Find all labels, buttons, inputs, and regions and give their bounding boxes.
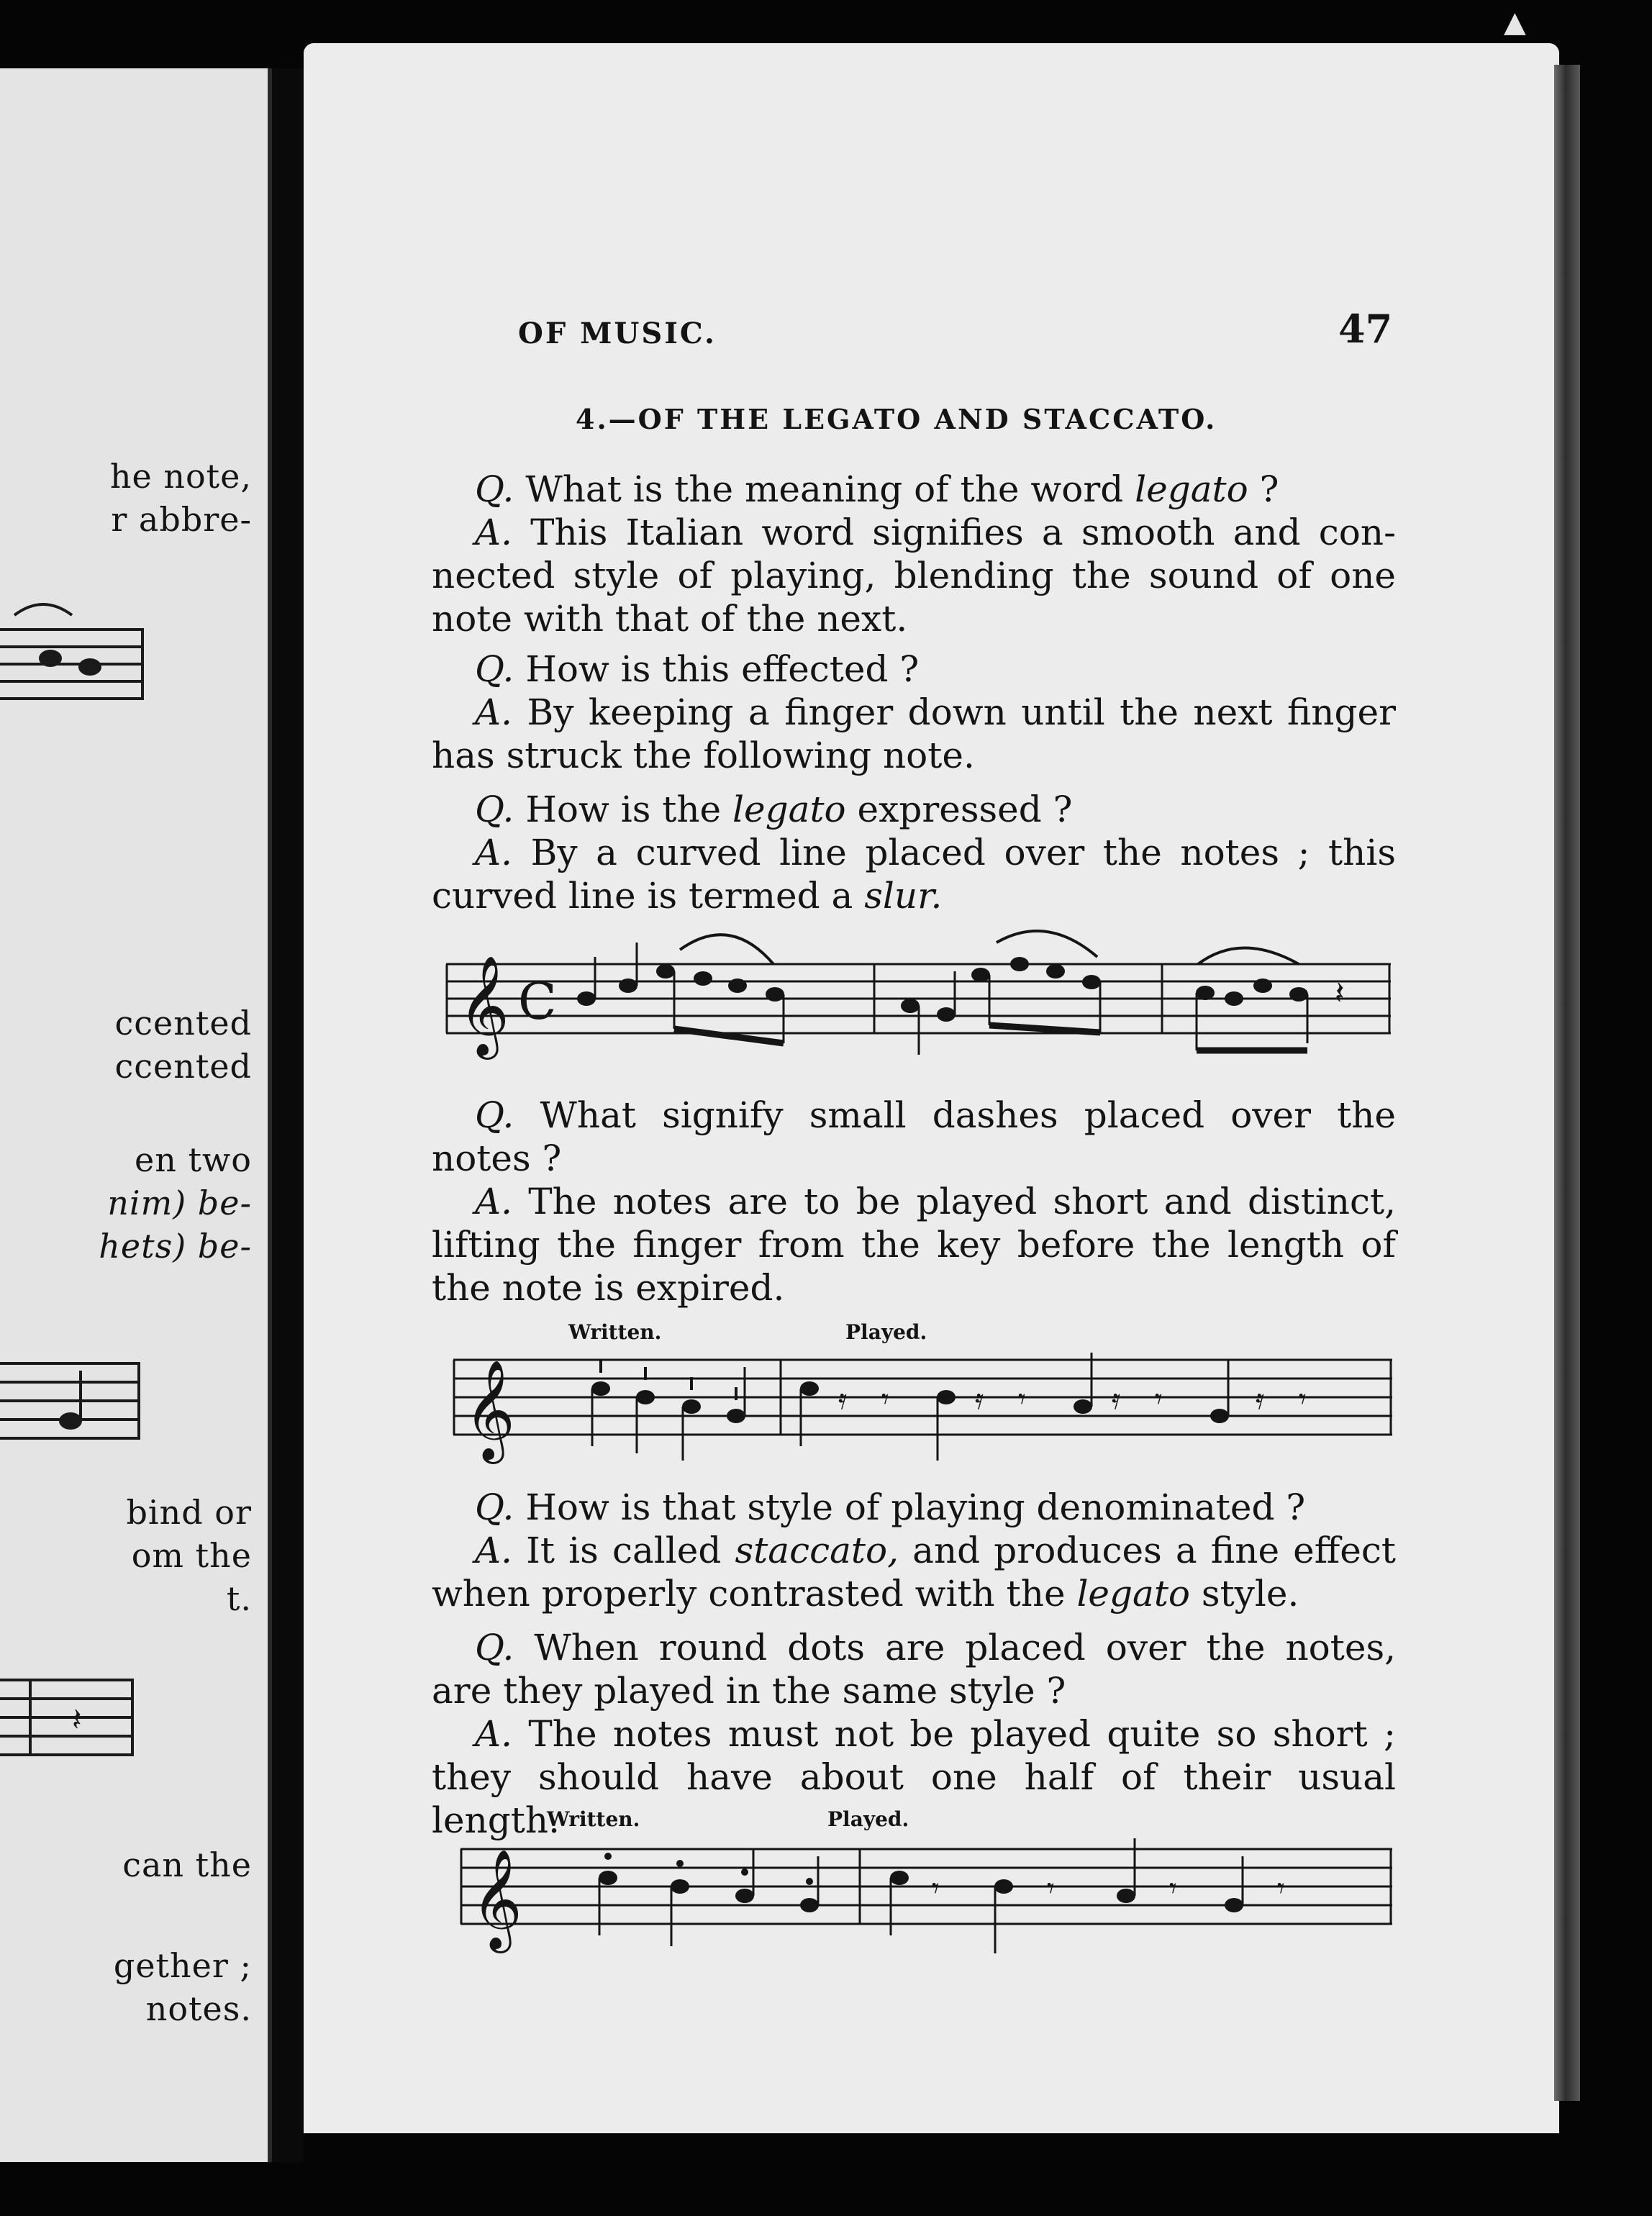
qa-question: Q. When round dots are placed over the notes, are they played in the same style ? bbox=[432, 1627, 1396, 1712]
svg-text:𝄿: 𝄿 bbox=[1112, 1383, 1121, 1416]
qa-question: Q. How is that style of playing denominated ? bbox=[475, 1486, 1306, 1528]
example-label-written: Written. bbox=[547, 1807, 640, 1831]
svg-text:𝄿: 𝄿 bbox=[975, 1383, 984, 1416]
running-head: OF MUSIC. bbox=[518, 317, 717, 350]
left-fragment: notes. bbox=[145, 1989, 252, 2028]
svg-text:𝄾: 𝄾 bbox=[1047, 1872, 1055, 1905]
left-staff-fragment bbox=[0, 1666, 268, 1774]
svg-text:𝄾: 𝄾 bbox=[1299, 1383, 1307, 1416]
example-label-played: Played. bbox=[827, 1807, 909, 1831]
left-staff-fragment bbox=[0, 586, 268, 716]
left-fragment: he note, bbox=[109, 457, 252, 496]
left-fragment: gether ; bbox=[113, 1946, 252, 1985]
qa-answer: A. By keeping a finger down until the next finger has struck the following note. bbox=[432, 691, 1396, 776]
qa-question: Q. How is this effected ? bbox=[475, 648, 920, 690]
corner-mark-icon: ▲ bbox=[1504, 6, 1526, 39]
staccato-dash-music-example bbox=[450, 1338, 1399, 1468]
svg-text:𝄞: 𝄞 bbox=[464, 1360, 515, 1460]
left-fragment: t. bbox=[226, 1579, 252, 1618]
qa-answer: A. The notes are to be played short and distinct, lifting the finger from the key before the length of the note is expired. bbox=[432, 1181, 1396, 1309]
left-fragment: bind or bbox=[126, 1493, 252, 1532]
facing-page-left bbox=[0, 68, 272, 2162]
left-fragment: ccented bbox=[114, 1047, 252, 1086]
svg-text:𝄾: 𝄾 bbox=[932, 1872, 940, 1905]
svg-text:𝄿: 𝄿 bbox=[1256, 1383, 1265, 1416]
left-fragment: ccented bbox=[114, 1004, 252, 1043]
page-number: 47 bbox=[1338, 306, 1393, 352]
page-edge bbox=[1554, 65, 1580, 2101]
svg-text:𝄞: 𝄞 bbox=[458, 955, 509, 1055]
qa-answer: A. It is called staccato, and produces a fine effect when properly contrasted with the legato style. bbox=[432, 1530, 1396, 1615]
example-label-played: Played. bbox=[845, 1320, 927, 1344]
svg-text:𝄾: 𝄾 bbox=[881, 1383, 889, 1416]
svg-text:𝄿: 𝄿 bbox=[838, 1383, 848, 1416]
qa-answer: A. By a curved line placed over the notes ; this curved line is termed a slur. bbox=[432, 832, 1396, 917]
svg-text:C: C bbox=[518, 972, 557, 1031]
left-fragment: can the bbox=[122, 1845, 252, 1884]
left-fragment: hets) be- bbox=[99, 1227, 252, 1266]
left-fragment: om the bbox=[131, 1536, 252, 1575]
qa-question: Q. What signify small dashes placed over the notes ? bbox=[432, 1094, 1396, 1179]
section-title: 4.—OF THE LEGATO AND STACCATO. bbox=[576, 403, 1217, 435]
left-staff-fragment bbox=[0, 1349, 268, 1457]
svg-text:𝄽: 𝄽 bbox=[1335, 975, 1345, 1012]
example-label-written: Written. bbox=[568, 1320, 662, 1344]
svg-text:𝄾: 𝄾 bbox=[1277, 1872, 1285, 1905]
qa-answer: A. This Italian word signifies a smooth and connected style of playing, blending the sound of one note with that of the next. bbox=[432, 512, 1396, 640]
left-fragment: nim) be- bbox=[107, 1184, 252, 1222]
staccato-dot-music-example bbox=[457, 1827, 1399, 1971]
svg-text:𝄾: 𝄾 bbox=[1169, 1872, 1177, 1905]
book-gutter bbox=[272, 68, 304, 2162]
legato-music-example bbox=[442, 914, 1399, 1072]
qa-answer: A. The notes must not be played quite so short ; they should have about one half of their usual length. bbox=[432, 1713, 1396, 1841]
svg-text:𝄾: 𝄾 bbox=[1018, 1383, 1026, 1416]
svg-text:𝄞: 𝄞 bbox=[471, 1849, 522, 1949]
svg-text:𝄽: 𝄽 bbox=[72, 1702, 82, 1738]
qa-question: Q. How is the legato expressed ? bbox=[475, 789, 1073, 830]
left-fragment: r abbre- bbox=[111, 500, 252, 539]
svg-text:𝄾: 𝄾 bbox=[1155, 1383, 1163, 1416]
left-fragment: en two bbox=[134, 1140, 252, 1179]
qa-question: Q. What is the meaning of the word legato ? bbox=[475, 468, 1279, 510]
